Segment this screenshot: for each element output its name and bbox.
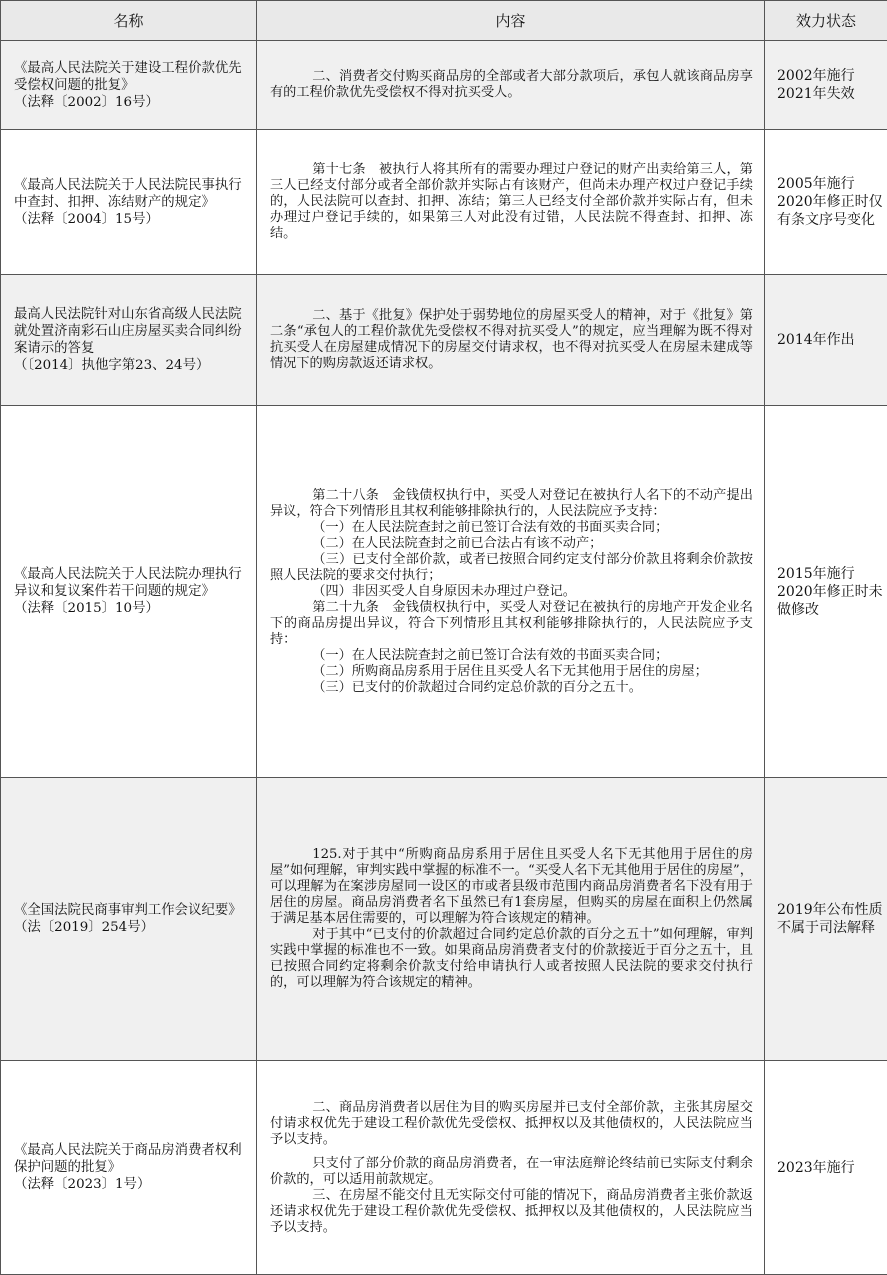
row-status-cell: 2005年施行2020年修正时仅有条文序号变化: [765, 130, 887, 275]
table-row: [1, 778, 887, 1061]
row-name-title: 《最高人民法院关于人民法院民事执行中查封、扣押、冻结财产的规定》: [14, 177, 242, 210]
content-paragraph: （三）已支付的价款超过合同约定总价款的百分之五十。: [312, 679, 642, 695]
row-content-cell: [257, 41, 765, 130]
row-name-number: （法〔2019〕254号）: [14, 920, 154, 935]
content-paragraph: 第二十九条 金钱债权执行中，买受人对登记在被执行的房地产开发企业名下的商品房提出异议，符合下列情形且其权利能够排除执行的，人民法院应予支持：: [270, 599, 753, 647]
content-paragraph: 二、消费者交付购买商品房的全部或者大部分款项后，承包人就该商品房享有的工程价款优先受偿权不得对抗买受人。: [270, 69, 753, 100]
row-name-number: （法释〔2023〕1号）: [14, 1177, 151, 1192]
header-status: 效力状态: [765, 1, 887, 41]
row-name-title: 《最高人民法院关于人民法院办理执行异议和复议案件若干问题的规定》: [14, 567, 242, 599]
header-content: 内容: [257, 1, 765, 41]
content-paragraph: （一）在人民法院查封之前已签订合法有效的书面买卖合同；: [312, 519, 669, 535]
row-name-cell: [1, 275, 257, 406]
table-row: [1, 130, 887, 275]
content-paragraph: 二、基于《批复》保护处于弱势地位的房屋买受人的精神，对于《批复》第二条“承包人的工程价款优先受偿权不得对抗买受人”的规定，应当理解为既不得对抗买受人在房屋建成情况下的房屋交付请求权，也不得对抗买受人在房屋未建成等情况下的购房款返还请求权。: [270, 308, 753, 371]
row-name-number: （法释〔2002〕16号）: [14, 94, 159, 110]
content-paragraph: （二）在人民法院查封之前已合法占有该不动产；: [312, 535, 603, 551]
row-name-cell: [1, 406, 257, 778]
row-content-cell: [257, 275, 765, 406]
table-row: [1, 275, 887, 406]
content-paragraph: （四）非因买受人自身原因未办理过户登记。: [312, 583, 576, 599]
row-status-cell: 2019年公布性质不属于司法解释: [765, 778, 887, 1061]
header-name: 名称: [1, 1, 257, 41]
row-content-cell: [257, 130, 765, 275]
row-name-number: （〔2014〕执他字第23、24号）: [14, 358, 210, 373]
content-paragraph: 125.对于其中“所购商品房系用于居住且买受人名下无其他用于居住的房屋”如何理解，审判实践中掌握的标准不一。“买受人名下无其他用于居住的房屋”，可以理解为在案涉房屋同一设区的市或者县级市范围内商品房消费者名下没有用于居住的房屋。商品房消费者名下虽然已有1套房屋，但购买的房屋在面积上仍然属于满足基本居住需要的，可以理解为符合该规定的精神。: [270, 847, 753, 926]
row-content-cell: [257, 406, 765, 778]
content-paragraph: 三、在房屋不能交付且无实际交付可能的情况下，商品房消费者主张价款返还请求权优先于建设工程价款优先受偿权、抵押权以及其他债权的，人民法院应当予以支持。: [270, 1187, 753, 1235]
header-row: [1, 1, 887, 41]
row-content-cell: [257, 1061, 765, 1275]
row-name-cell: [1, 41, 257, 130]
content-paragraph: 只支付了部分价款的商品房消费者，在一审法庭辩论终结前已实际支付剩余价款的，可以适用前款规定。: [270, 1155, 753, 1187]
table-row: [1, 1061, 887, 1275]
content-paragraph: 第十七条 被执行人将其所有的需要办理过户登记的财产出卖给第三人，第三人已经支付部分或者全部价款并实际占有该财产，但尚未办理产权过户登记手续的，人民法院可以查封、扣押、冻结；第三人已经支付全部价款并实际占有，但未办理过户登记手续的，如果第三人对此没有过错，人民法院不得查封、扣押、冻结。: [270, 162, 753, 241]
row-name-cell: [1, 778, 257, 1061]
content-paragraph: 第二十八条 金钱债权执行中，买受人对登记在被执行人名下的不动产提出异议，符合下列情形且其权利能够排除执行的，人民法院应予支持：: [270, 487, 753, 519]
table-row: [1, 41, 887, 130]
row-name-title: 最高人民法院针对山东省高级人民法院就处置济南彩石山庄房屋买卖合同纠纷案请示的答复: [14, 307, 242, 356]
content-paragraph: （二）所购商品房系用于居住且买受人名下无其他用于居住的房屋；: [312, 663, 708, 679]
content-paragraph: （三）已支付全部价款，或者已按照合同约定支付部分价款且将剩余价款按照人民法院的要求交付执行；: [270, 551, 753, 583]
row-name-title: 《最高人民法院关于建设工程价款优先受偿权问题的批复》: [14, 60, 242, 93]
row-status-cell: 2023年施行: [765, 1061, 887, 1275]
content-paragraph: 二、商品房消费者以居住为目的购买房屋并已支付全部价款，主张其房屋交付请求权优先于建设工程价款优先受偿权、抵押权以及其他债权的，人民法院应当予以支持。: [270, 1099, 753, 1147]
row-content-cell: [257, 778, 765, 1061]
row-status-cell: 2002年施行2021年失效: [765, 41, 887, 130]
table-row: [1, 406, 887, 778]
row-name-title: 《最高人民法院关于商品房消费者权利保护问题的批复》: [14, 1143, 242, 1175]
row-name-number: （法释〔2004〕15号）: [14, 211, 159, 227]
row-status-cell: 2015年施行2020年修正时未做修改: [765, 406, 887, 778]
row-name-cell: [1, 1061, 257, 1275]
row-name-number: （法释〔2015〕10号）: [14, 601, 159, 616]
row-name-cell: [1, 130, 257, 275]
row-name-title: 《全国法院民商事审判工作会议纪要》: [14, 903, 242, 918]
content-paragraph: （一）在人民法院查封之前已签订合法有效的书面买卖合同；: [312, 647, 669, 663]
content-paragraph: 对于其中“已支付的价款超过合同约定总价款的百分之五十”如何理解，审判实践中掌握的标准也不一致。如果商品房消费者支付的价款接近于百分之五十，且已按照合同约定将剩余价款支付给申请执行人或者按照人民法院的要求交付执行的，可以理解为符合该规定的精神。: [270, 927, 753, 990]
row-status-cell: 2014年作出: [765, 275, 887, 406]
